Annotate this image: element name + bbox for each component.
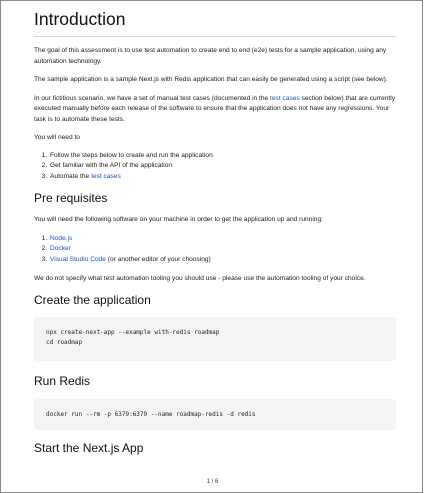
intro-paragraph-goal: The goal of this assessment is to use test automation to create end to end (e2e) tests for a sample application, using any automation technology.: [34, 47, 387, 65]
code-block-run-redis[interactable]: [34, 399, 396, 430]
task-text: Automate the: [50, 172, 92, 180]
software-list-item: [49, 244, 396, 255]
software-list: [34, 234, 396, 266]
task-list: [34, 151, 396, 183]
intro-paragraph-sample-app: The sample application is a sample Next.js with Redis application that can easily be generated using a script (see below).: [34, 76, 388, 83]
scenario-text-after: section below) that are currently executed manually before each release of the software to ensure that the application does not have any regressions. Your task is to automate these tests.: [34, 94, 396, 123]
docker-link[interactable]: Docker: [50, 245, 71, 252]
code-block-create-app[interactable]: [34, 317, 396, 361]
nodejs-link[interactable]: Node.js: [50, 234, 73, 242]
intro-paragraph-need-to: You will need to: [34, 134, 80, 141]
intro-paragraph-scenario: [34, 94, 396, 126]
editor-note: (or another editor of your choosing): [105, 255, 211, 263]
prereq-paragraph: You will need the following software on your machine in order to get the application up and running:: [34, 216, 323, 223]
section-heading-run-redis: Run Redis: [34, 373, 91, 388]
software-list-item: [49, 255, 396, 266]
code-line: npx create-next-app --example with-redis roadmap: [46, 328, 220, 336]
scenario-text-before: In our fictitious scenario, we have a set of manual test cases (documented in the: [34, 94, 271, 102]
code-line: cd roadmap: [46, 338, 83, 346]
section-heading-prerequisites: Pre requisites: [34, 191, 108, 205]
section-heading-start-app: Start the Next.js App: [34, 440, 144, 455]
vscode-link[interactable]: Visual Studio Code: [50, 255, 106, 263]
task-list-item: [49, 172, 396, 183]
code-line: docker run --rm -p 6379:6379 --name roadmap-redis -d redis: [46, 410, 256, 418]
test-cases-link[interactable]: test cases: [91, 172, 121, 180]
page-indicator: 1 / 6: [206, 479, 219, 485]
section-heading-create-app: Create the application: [34, 292, 151, 307]
software-list-item: [49, 234, 396, 245]
page-title: Introduction: [34, 8, 396, 37]
test-cases-link[interactable]: test cases: [270, 94, 300, 102]
task-list-item: 1. Follow the steps below to create and run the application: [49, 151, 396, 162]
task-list-item: 2. Get familiar with the API of the application: [49, 161, 396, 172]
document-content: [34, 1, 396, 456]
tooling-paragraph: We do not specify what test automation tooling you should use - please use the automation tooling of your choice.: [34, 275, 366, 282]
